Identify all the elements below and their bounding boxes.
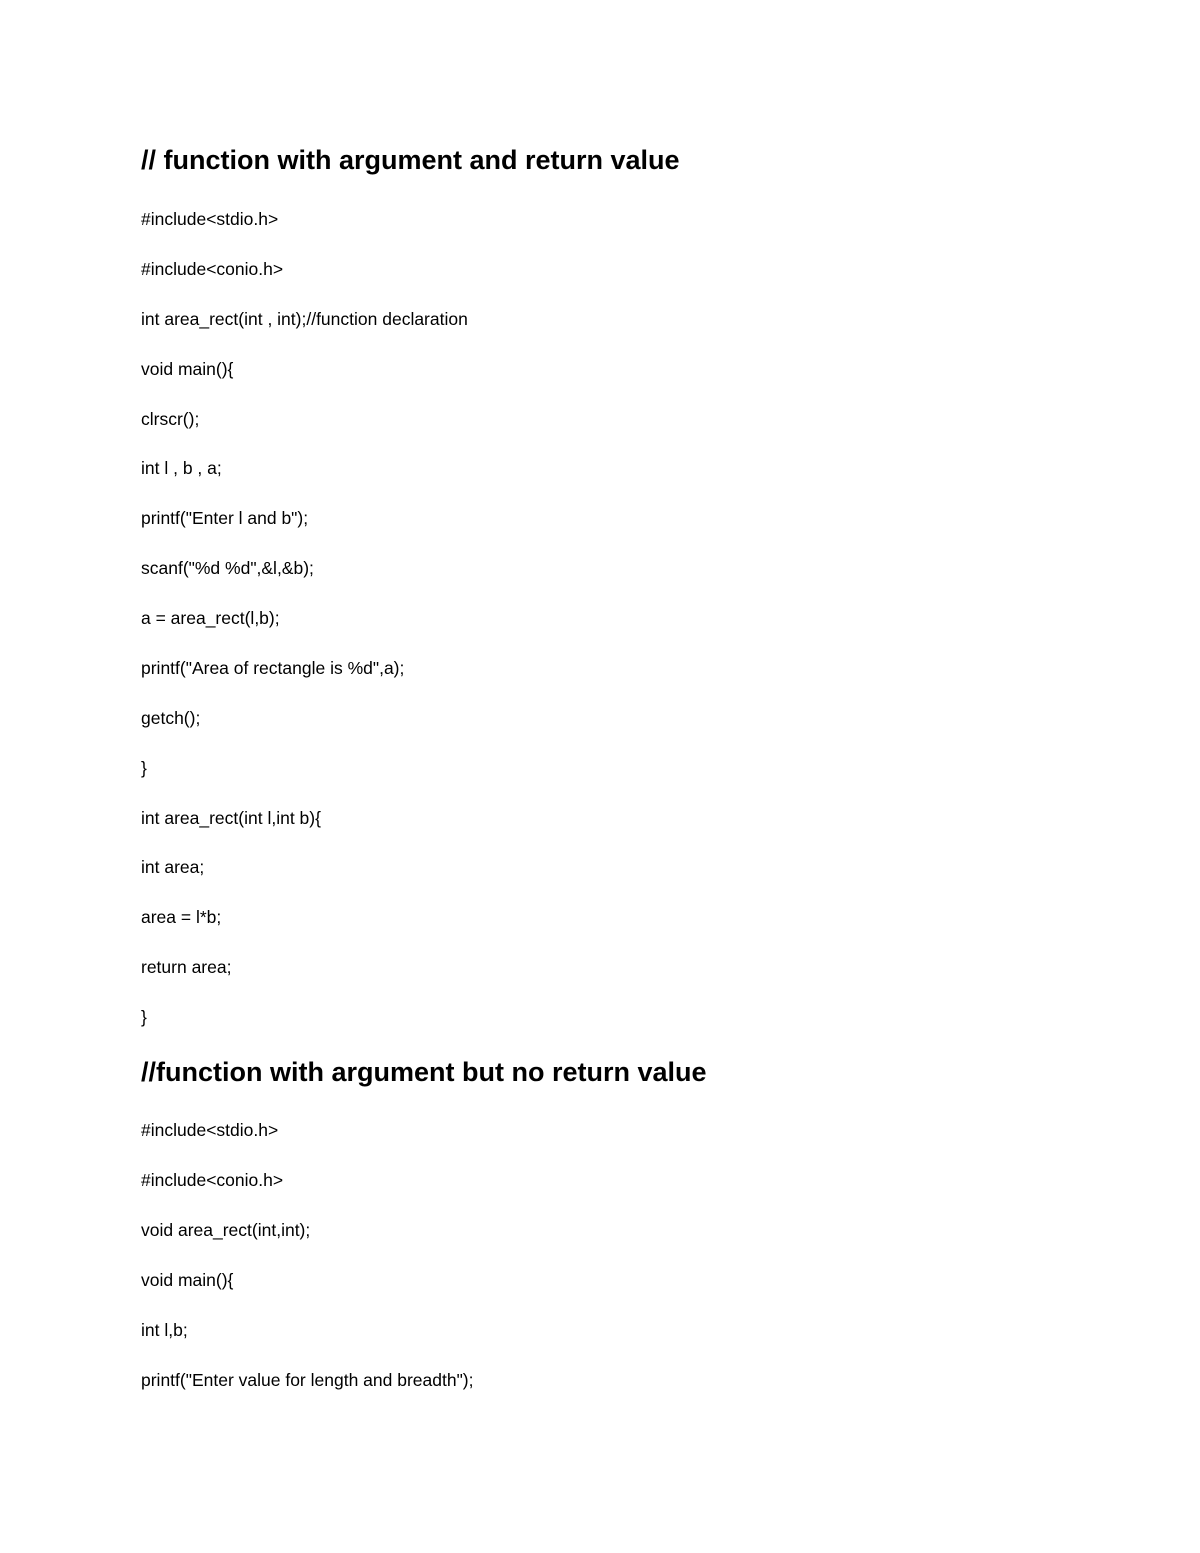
code-line: #include<conio.h> [141, 1170, 284, 1190]
code-line: } [141, 758, 147, 778]
code-line: int area_rect(int , int);//function declaration [141, 309, 468, 329]
code-line: scanf("%d %d",&l,&b); [141, 558, 314, 578]
section-1-heading: // function with argument and return value [141, 145, 680, 175]
code-line: printf("Enter l and b"); [141, 508, 309, 528]
code-line: clrscr(); [141, 409, 200, 429]
code-line: #include<stdio.h> [141, 209, 279, 229]
section-2-heading: //function with argument but no return value [141, 1057, 707, 1087]
code-line: void main(){ [141, 359, 234, 379]
code-line: void area_rect(int,int); [141, 1220, 311, 1240]
code-line: getch(); [141, 708, 201, 728]
code-line: a = area_rect(l,b); [141, 608, 280, 628]
code-line: #include<conio.h> [141, 259, 284, 279]
code-line: #include<stdio.h> [141, 1120, 279, 1140]
code-line: int l , b , a; [141, 458, 222, 478]
code-line: int area_rect(int l,int b){ [141, 808, 321, 828]
code-line: } [141, 1007, 147, 1027]
code-line: int area; [141, 857, 205, 877]
code-line: area = l*b; [141, 907, 222, 927]
code-line: printf("Area of rectangle is %d",a); [141, 658, 405, 678]
code-line: int l,b; [141, 1320, 188, 1340]
code-line: return area; [141, 957, 232, 977]
code-line: void main(){ [141, 1270, 234, 1290]
code-line: printf("Enter value for length and breadth"); [141, 1370, 474, 1390]
